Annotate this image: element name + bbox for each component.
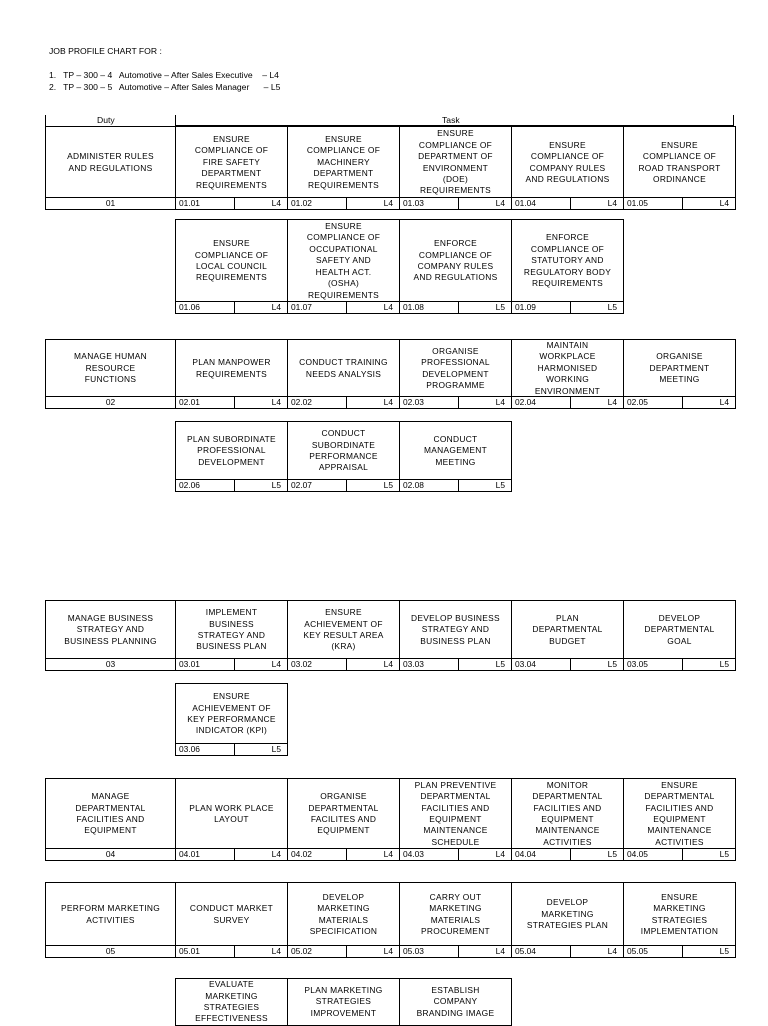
task-code: 02.06	[176, 480, 235, 491]
task-code: 02.08	[400, 480, 459, 491]
duty-code: 04	[105, 849, 116, 859]
task-code-row	[176, 301, 287, 313]
task-box	[287, 600, 400, 671]
task-code: 01.07	[288, 302, 347, 313]
task-level: L4	[383, 397, 393, 407]
task-box	[623, 600, 736, 671]
task-code: 04.05	[624, 849, 683, 860]
task-code-row	[624, 945, 735, 957]
task-code: 01.04	[512, 198, 571, 209]
task-box	[175, 219, 288, 314]
task-name: PLAN MANPOWER REQUIREMENTS	[192, 357, 271, 379]
task-level: L5	[607, 659, 617, 669]
task-name: PLAN PREVENTIVE DEPARTMENTAL FACILITIES AND EQUIPMENT MAINTENANCE SCHEDULE	[414, 779, 497, 847]
task-box	[399, 600, 512, 671]
task-level: L5	[719, 849, 729, 859]
duty-code: 02	[105, 397, 116, 407]
task-level: L5	[495, 480, 505, 490]
task-name: MONITOR DEPARTMENTAL FACILITIES AND EQUIPMENT MAINTENANCE ACTIVITIES	[532, 779, 603, 847]
task-box	[511, 219, 624, 314]
duty-name: MANAGE HUMAN RESOURCE FUNCTIONS	[74, 351, 147, 385]
task-box	[399, 219, 512, 314]
task-name: DEVELOP DEPARTMENTAL GOAL	[644, 612, 715, 646]
task-name: PLAN MARKETING STRATEGIES IMPROVEMENT	[304, 984, 383, 1018]
duty-box	[45, 882, 176, 958]
task-code: 01.01	[176, 198, 235, 209]
task-box	[287, 978, 400, 1026]
task-name: PLAN SUBORDINATE PROFESSIONAL DEVELOPMENT	[187, 433, 276, 467]
task-code: 03.04	[512, 659, 571, 670]
task-box	[287, 126, 400, 210]
task-code-row	[512, 658, 623, 670]
task-level: L5	[271, 480, 281, 490]
task-code: 03.02	[288, 659, 347, 670]
task-code: 04.02	[288, 849, 347, 860]
task-level: L4	[607, 397, 617, 407]
task-box	[623, 126, 736, 210]
task-code-row	[512, 197, 623, 209]
task-level: L5	[495, 302, 505, 312]
task-box	[175, 978, 288, 1026]
task-code: 04.03	[400, 849, 459, 860]
duty-code-row	[46, 848, 175, 860]
task-box	[287, 778, 400, 861]
task-code-row	[400, 658, 511, 670]
task-code-row	[512, 301, 623, 313]
task-name: ORGANISE DEPARTMENTAL FACILITES AND EQUIPMENT	[308, 791, 379, 836]
task-box	[175, 683, 288, 756]
task-code: 03.05	[624, 659, 683, 670]
task-level: L4	[271, 946, 281, 956]
task-level: L4	[495, 946, 505, 956]
task-code: 01.02	[288, 198, 347, 209]
task-box	[623, 339, 736, 409]
task-level: L4	[271, 659, 281, 669]
task-code-row	[400, 197, 511, 209]
task-code: 01.06	[176, 302, 235, 313]
task-code: 04.01	[176, 849, 235, 860]
task-name: EVALUATE MARKETING STRATEGIES EFFECTIVENESS	[195, 979, 268, 1024]
task-box	[287, 421, 400, 492]
task-code: 05.03	[400, 946, 459, 957]
duty-code: 01	[105, 198, 116, 208]
task-code: 01.08	[400, 302, 459, 313]
task-code-row	[400, 848, 511, 860]
task-code-row	[176, 945, 287, 957]
task-level: L5	[383, 480, 393, 490]
task-level: L4	[383, 198, 393, 208]
task-level: L4	[495, 198, 505, 208]
task-code-row	[288, 848, 399, 860]
task-box	[175, 600, 288, 671]
duty-box	[45, 778, 176, 861]
task-box	[399, 778, 512, 861]
task-code: 05.02	[288, 946, 347, 957]
task-name: IMPLEMENT BUSINESS STRATEGY AND BUSINESS PLAN	[196, 607, 267, 652]
task-code-row	[400, 396, 511, 408]
task-box	[287, 882, 400, 958]
task-column-label: Task	[442, 115, 460, 125]
task-name: ENSURE COMPLIANCE OF DEPARTMENT OF ENVIRONMENT (DOE) REQUIREMENTS	[418, 128, 493, 196]
task-code: 02.03	[400, 397, 459, 408]
task-name: CONDUCT MANAGEMENT MEETING	[423, 433, 488, 467]
task-box	[175, 126, 288, 210]
task-name: MAINTAIN WORKPLACE HARMONISED WORKING ENVIRONMENT	[534, 339, 601, 396]
task-code: 01.09	[512, 302, 571, 313]
task-box	[623, 778, 736, 861]
duty-box	[45, 600, 176, 671]
task-code-row	[400, 479, 511, 491]
task-code: 02.01	[176, 397, 235, 408]
task-box	[287, 339, 400, 409]
task-name: ORGANISE PROFESSIONAL DEVELOPMENT PROGRAMME	[421, 345, 490, 390]
job-title-line-1: 1. TP – 300 – 4 Automotive – After Sales Executive – L4	[49, 70, 279, 80]
task-box	[511, 882, 624, 958]
chart-title: JOB PROFILE CHART FOR :	[49, 46, 162, 56]
task-code-row	[176, 479, 287, 491]
duty-code-row	[46, 396, 175, 408]
task-code-row	[176, 848, 287, 860]
task-code: 03.03	[400, 659, 459, 670]
duty-code-row	[46, 658, 175, 670]
task-name: ENFORCE COMPLIANCE OF COMPANY RULES AND REGULATIONS	[413, 238, 498, 283]
task-code: 03.06	[176, 744, 235, 755]
task-level: L4	[719, 397, 729, 407]
task-name: PLAN DEPARTMENTAL BUDGET	[532, 612, 603, 646]
task-code-row	[400, 945, 511, 957]
duty-name: MANAGE BUSINESS STRATEGY AND BUSINESS PLANNING	[64, 612, 157, 646]
task-level: L4	[383, 659, 393, 669]
task-box	[511, 600, 624, 671]
task-box	[175, 778, 288, 861]
task-name: ENSURE MARKETING STRATEGIES IMPLEMENTATION	[640, 891, 719, 936]
task-name: ENSURE DEPARTMENTAL FACILITIES AND EQUIPMENT MAINTENANCE ACTIVITIES	[644, 779, 715, 847]
task-level: L4	[383, 302, 393, 312]
task-name: CONDUCT SUBORDINATE PERFORMANCE APPRAISAL	[309, 428, 378, 473]
task-code-row	[176, 396, 287, 408]
task-level: L5	[271, 744, 281, 754]
task-name: ENSURE ACHIEVEMENT OF KEY PERFORMANCE INDICATOR (KPI)	[187, 691, 276, 736]
task-box	[175, 421, 288, 492]
task-box	[287, 219, 400, 314]
duty-code-row	[46, 197, 175, 209]
task-name: CARRY OUT MARKETING MATERIALS PROCUREMENT	[421, 891, 490, 936]
task-box	[399, 421, 512, 492]
task-name: ENSURE COMPLIANCE OF FIRE SAFETY DEPARTMENT REQUIREMENTS	[194, 133, 269, 190]
task-code-row	[176, 197, 287, 209]
task-code-row	[176, 658, 287, 670]
task-level: L5	[719, 946, 729, 956]
task-name: ENFORCE COMPLIANCE OF STATUTORY AND REGULATORY BODY REQUIREMENTS	[523, 232, 612, 289]
duty-name: MANAGE DEPARTMENTAL FACILITIES AND EQUIPMENT	[75, 791, 146, 836]
job-title-line-2: 2. TP – 300 – 5 Automotive – After Sales Manager – L5	[49, 82, 281, 92]
task-name: DEVELOP MARKETING MATERIALS SPECIFICATION	[309, 891, 378, 936]
task-code-row	[288, 197, 399, 209]
task-name: DEVELOP BUSINESS STRATEGY AND BUSINESS PLAN	[411, 612, 500, 646]
task-level: L4	[495, 849, 505, 859]
task-code-row	[288, 396, 399, 408]
task-name: ORGANISE DEPARTMENT MEETING	[649, 351, 710, 385]
task-code-row	[624, 396, 735, 408]
task-box	[399, 126, 512, 210]
task-code-row	[176, 743, 287, 755]
task-code-row	[624, 197, 735, 209]
task-name: PLAN WORK PLACE LAYOUT	[189, 802, 274, 824]
task-code-row	[288, 301, 399, 313]
task-level: L5	[607, 849, 617, 859]
task-code: 02.07	[288, 480, 347, 491]
task-name: ENSURE ACHIEVEMENT OF KEY RESULT AREA (KRA)	[303, 607, 384, 652]
task-level: L4	[607, 946, 617, 956]
task-code: 02.02	[288, 397, 347, 408]
task-box	[623, 882, 736, 958]
duty-column-label: Duty	[97, 115, 115, 125]
duty-code-row	[46, 945, 175, 957]
task-code-row	[624, 848, 735, 860]
task-level: L4	[271, 397, 281, 407]
task-box	[399, 339, 512, 409]
task-name: ENSURE COMPLIANCE OF ROAD TRANSPORT ORDINANCE	[638, 139, 721, 184]
task-name: ENSURE COMPLIANCE OF LOCAL COUNCIL REQUIREMENTS	[194, 238, 269, 283]
task-level: L4	[607, 198, 617, 208]
task-code: 03.01	[176, 659, 235, 670]
task-level: L4	[271, 198, 281, 208]
task-box	[175, 339, 288, 409]
task-code: 02.05	[624, 397, 683, 408]
task-level: L4	[271, 302, 281, 312]
task-name: ENSURE COMPLIANCE OF MACHINERY DEPARTMENT REQUIREMENTS	[306, 133, 381, 190]
task-level: L4	[719, 198, 729, 208]
task-level: L5	[719, 659, 729, 669]
task-code: 05.04	[512, 946, 571, 957]
task-code-row	[288, 945, 399, 957]
task-code: 04.04	[512, 849, 571, 860]
duty-name: PERFORM MARKETING ACTIVITIES	[60, 903, 161, 925]
task-code-row	[512, 945, 623, 957]
task-level: L5	[495, 659, 505, 669]
task-code: 02.04	[512, 397, 571, 408]
task-box	[399, 978, 512, 1026]
task-code-row	[512, 848, 623, 860]
task-box	[175, 882, 288, 958]
task-name: CONDUCT MARKET SURVEY	[189, 903, 274, 925]
task-level: L4	[495, 397, 505, 407]
task-level: L4	[271, 849, 281, 859]
task-box	[511, 126, 624, 210]
task-level: L4	[383, 849, 393, 859]
task-code: 01.05	[624, 198, 683, 209]
task-name: ESTABLISH COMPANY BRANDING IMAGE	[416, 984, 495, 1018]
task-level: L5	[607, 302, 617, 312]
duty-box	[45, 126, 176, 210]
task-code-row	[400, 301, 511, 313]
task-name: ENSURE COMPLIANCE OF COMPANY RULES AND REGULATIONS	[525, 139, 610, 184]
duty-code: 03	[105, 659, 116, 669]
task-code: 05.05	[624, 946, 683, 957]
task-name: ENSURE COMPLIANCE OF OCCUPATIONAL SAFETY AND HEALTH ACT. (OSHA) REQUIREMENTS	[306, 221, 381, 300]
task-code: 01.03	[400, 198, 459, 209]
task-box	[399, 882, 512, 958]
task-name: CONDUCT TRAINING NEEDS ANALYSIS	[299, 357, 388, 379]
task-box	[511, 778, 624, 861]
duty-box	[45, 339, 176, 409]
task-box	[511, 339, 624, 409]
task-code-row	[624, 658, 735, 670]
duty-code: 05	[105, 946, 116, 956]
task-code: 05.01	[176, 946, 235, 957]
duty-name: ADMINISTER RULES AND REGULATIONS	[67, 151, 154, 173]
task-name: DEVELOP MARKETING STRATEGIES PLAN	[526, 897, 609, 931]
task-level: L4	[383, 946, 393, 956]
task-code-row	[512, 396, 623, 408]
task-code-row	[288, 479, 399, 491]
task-code-row	[288, 658, 399, 670]
